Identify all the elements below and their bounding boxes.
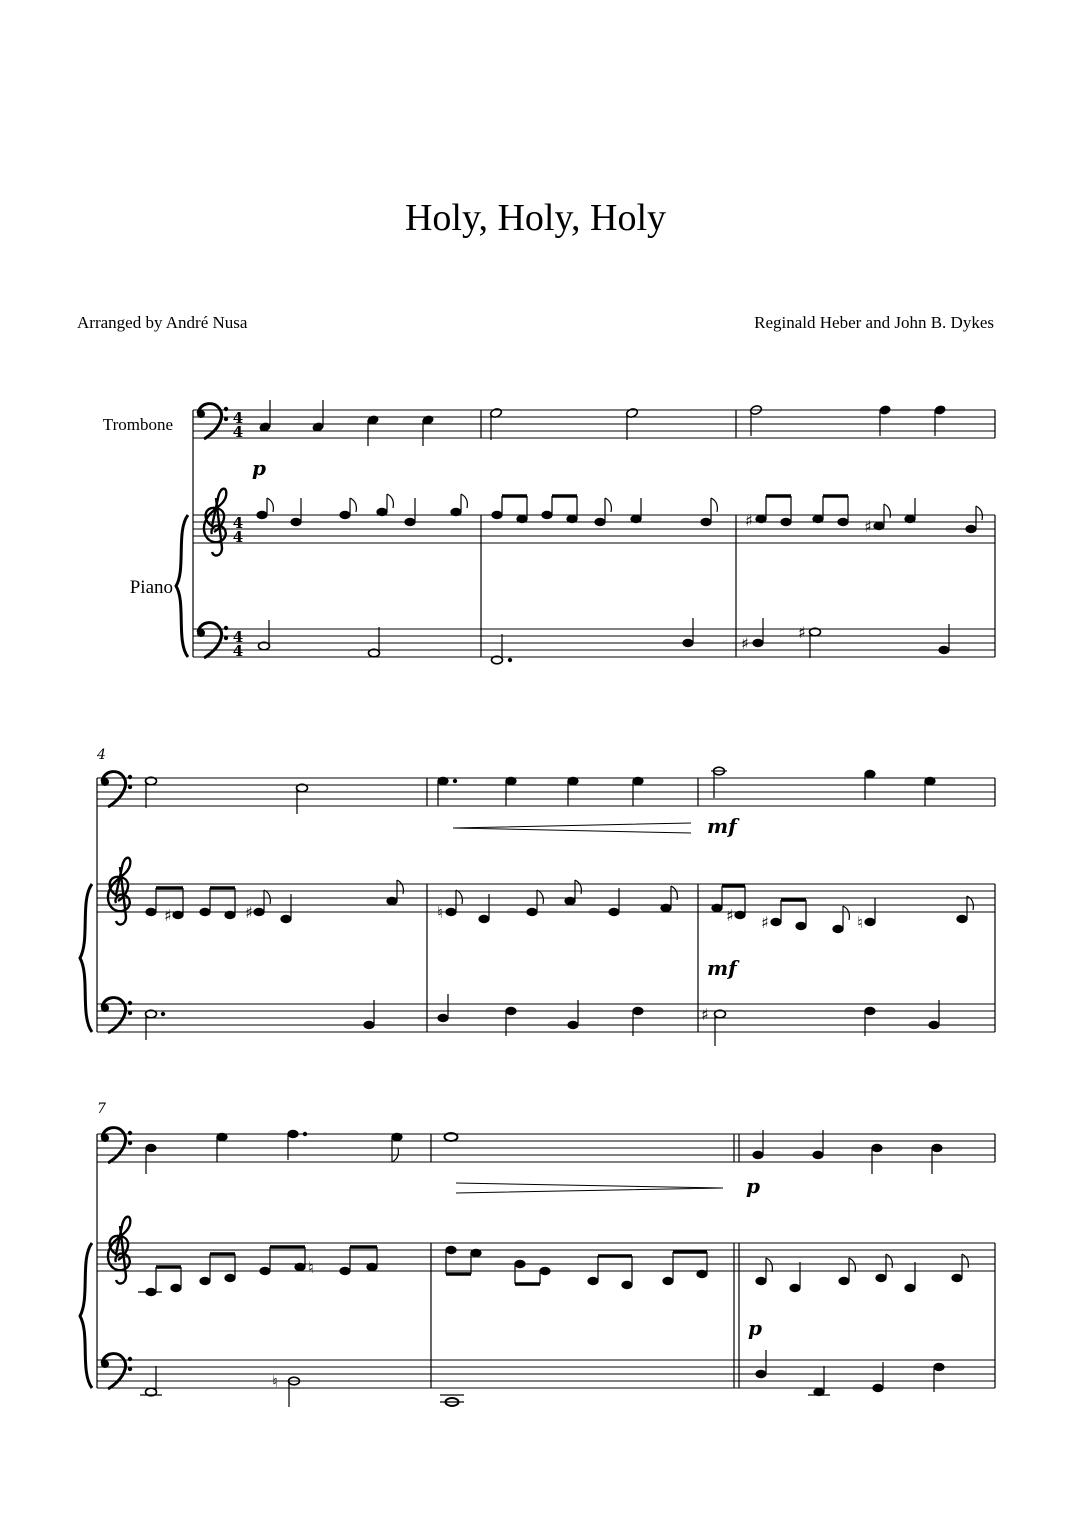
piano-bass-staff-1: [193, 629, 995, 657]
svg-text:♯: ♯: [701, 1005, 709, 1024]
arranger-credit: Arranged by André Nusa: [77, 313, 248, 332]
bass-clef-icon: [197, 404, 228, 439]
crescendo-hairpin: [453, 823, 691, 833]
svg-text:♯: ♯: [761, 913, 769, 932]
time-sig-top: 4: [232, 409, 244, 427]
bass-clef-icon: [101, 772, 132, 807]
svg-text:♮: ♮: [308, 1258, 314, 1277]
dynamic-marking: p: [748, 1316, 762, 1340]
svg-text:♯: ♯: [864, 517, 872, 536]
time-sig-bottom: 4: [232, 423, 244, 441]
bass-clef-icon: [101, 998, 132, 1033]
svg-text:♯: ♯: [745, 511, 753, 530]
score-title: Holy, Holy, Holy: [404, 197, 667, 239]
dynamic-marking: mf: [707, 956, 737, 980]
trombone-staff-2: [97, 778, 995, 806]
svg-text:♯: ♯: [245, 903, 253, 922]
svg-text:♯: ♯: [164, 906, 172, 925]
trombone-notes-3: [146, 1130, 942, 1174]
piano-bass-notes-2: [146, 994, 940, 1046]
svg-text:♮: ♮: [272, 1372, 278, 1391]
dynamic-marking: p: [252, 456, 266, 480]
measure-number: 7: [97, 1101, 106, 1117]
trombone-notes-1: [259, 400, 946, 446]
piano-bass-staff-2: [97, 1004, 995, 1032]
trombone-staff-3: [97, 1134, 995, 1162]
piano-treble-staff-1: [193, 515, 995, 543]
measure-number: 4: [97, 747, 106, 763]
svg-text:♯: ♯: [726, 906, 734, 925]
piano-treble-notes-2: [146, 880, 973, 933]
piano-bass-notes-3: [140, 1350, 944, 1407]
bass-clef-icon: [197, 623, 228, 658]
svg-text:♮: ♮: [437, 903, 443, 922]
time-sig-top: 4: [232, 628, 244, 646]
piano-brace: [80, 1243, 92, 1388]
system-2: [80, 747, 995, 1046]
dynamic-marking: mf: [707, 814, 737, 838]
svg-text:♯: ♯: [798, 623, 806, 642]
svg-text:♮: ♮: [857, 913, 863, 932]
bass-clef-icon: [101, 1128, 132, 1163]
time-sig-bottom: 4: [232, 642, 244, 660]
composer-credit: Reginald Heber and John B. Dykes: [754, 313, 994, 332]
decrescendo-hairpin: [456, 1183, 723, 1193]
piano-brace: [176, 515, 188, 657]
dynamic-marking: p: [746, 1174, 760, 1198]
system-1: [103, 400, 995, 664]
trombone-label: Trombone: [102, 415, 173, 434]
time-sig-top: 4: [232, 514, 244, 532]
trombone-staff-1: [193, 410, 995, 438]
piano-bass-staff-3: [97, 1360, 995, 1388]
piano-brace: [80, 884, 92, 1032]
piano-treble-notes-1: [257, 494, 982, 533]
piano-treble-staff-3: [97, 1243, 995, 1271]
trombone-notes-2: [146, 767, 936, 814]
bass-clef-icon: [101, 1354, 132, 1389]
system-3: [80, 1101, 995, 1407]
piano-label: Piano: [129, 577, 173, 598]
svg-text:♯: ♯: [741, 634, 749, 653]
time-sig-bottom: 4: [232, 528, 244, 546]
